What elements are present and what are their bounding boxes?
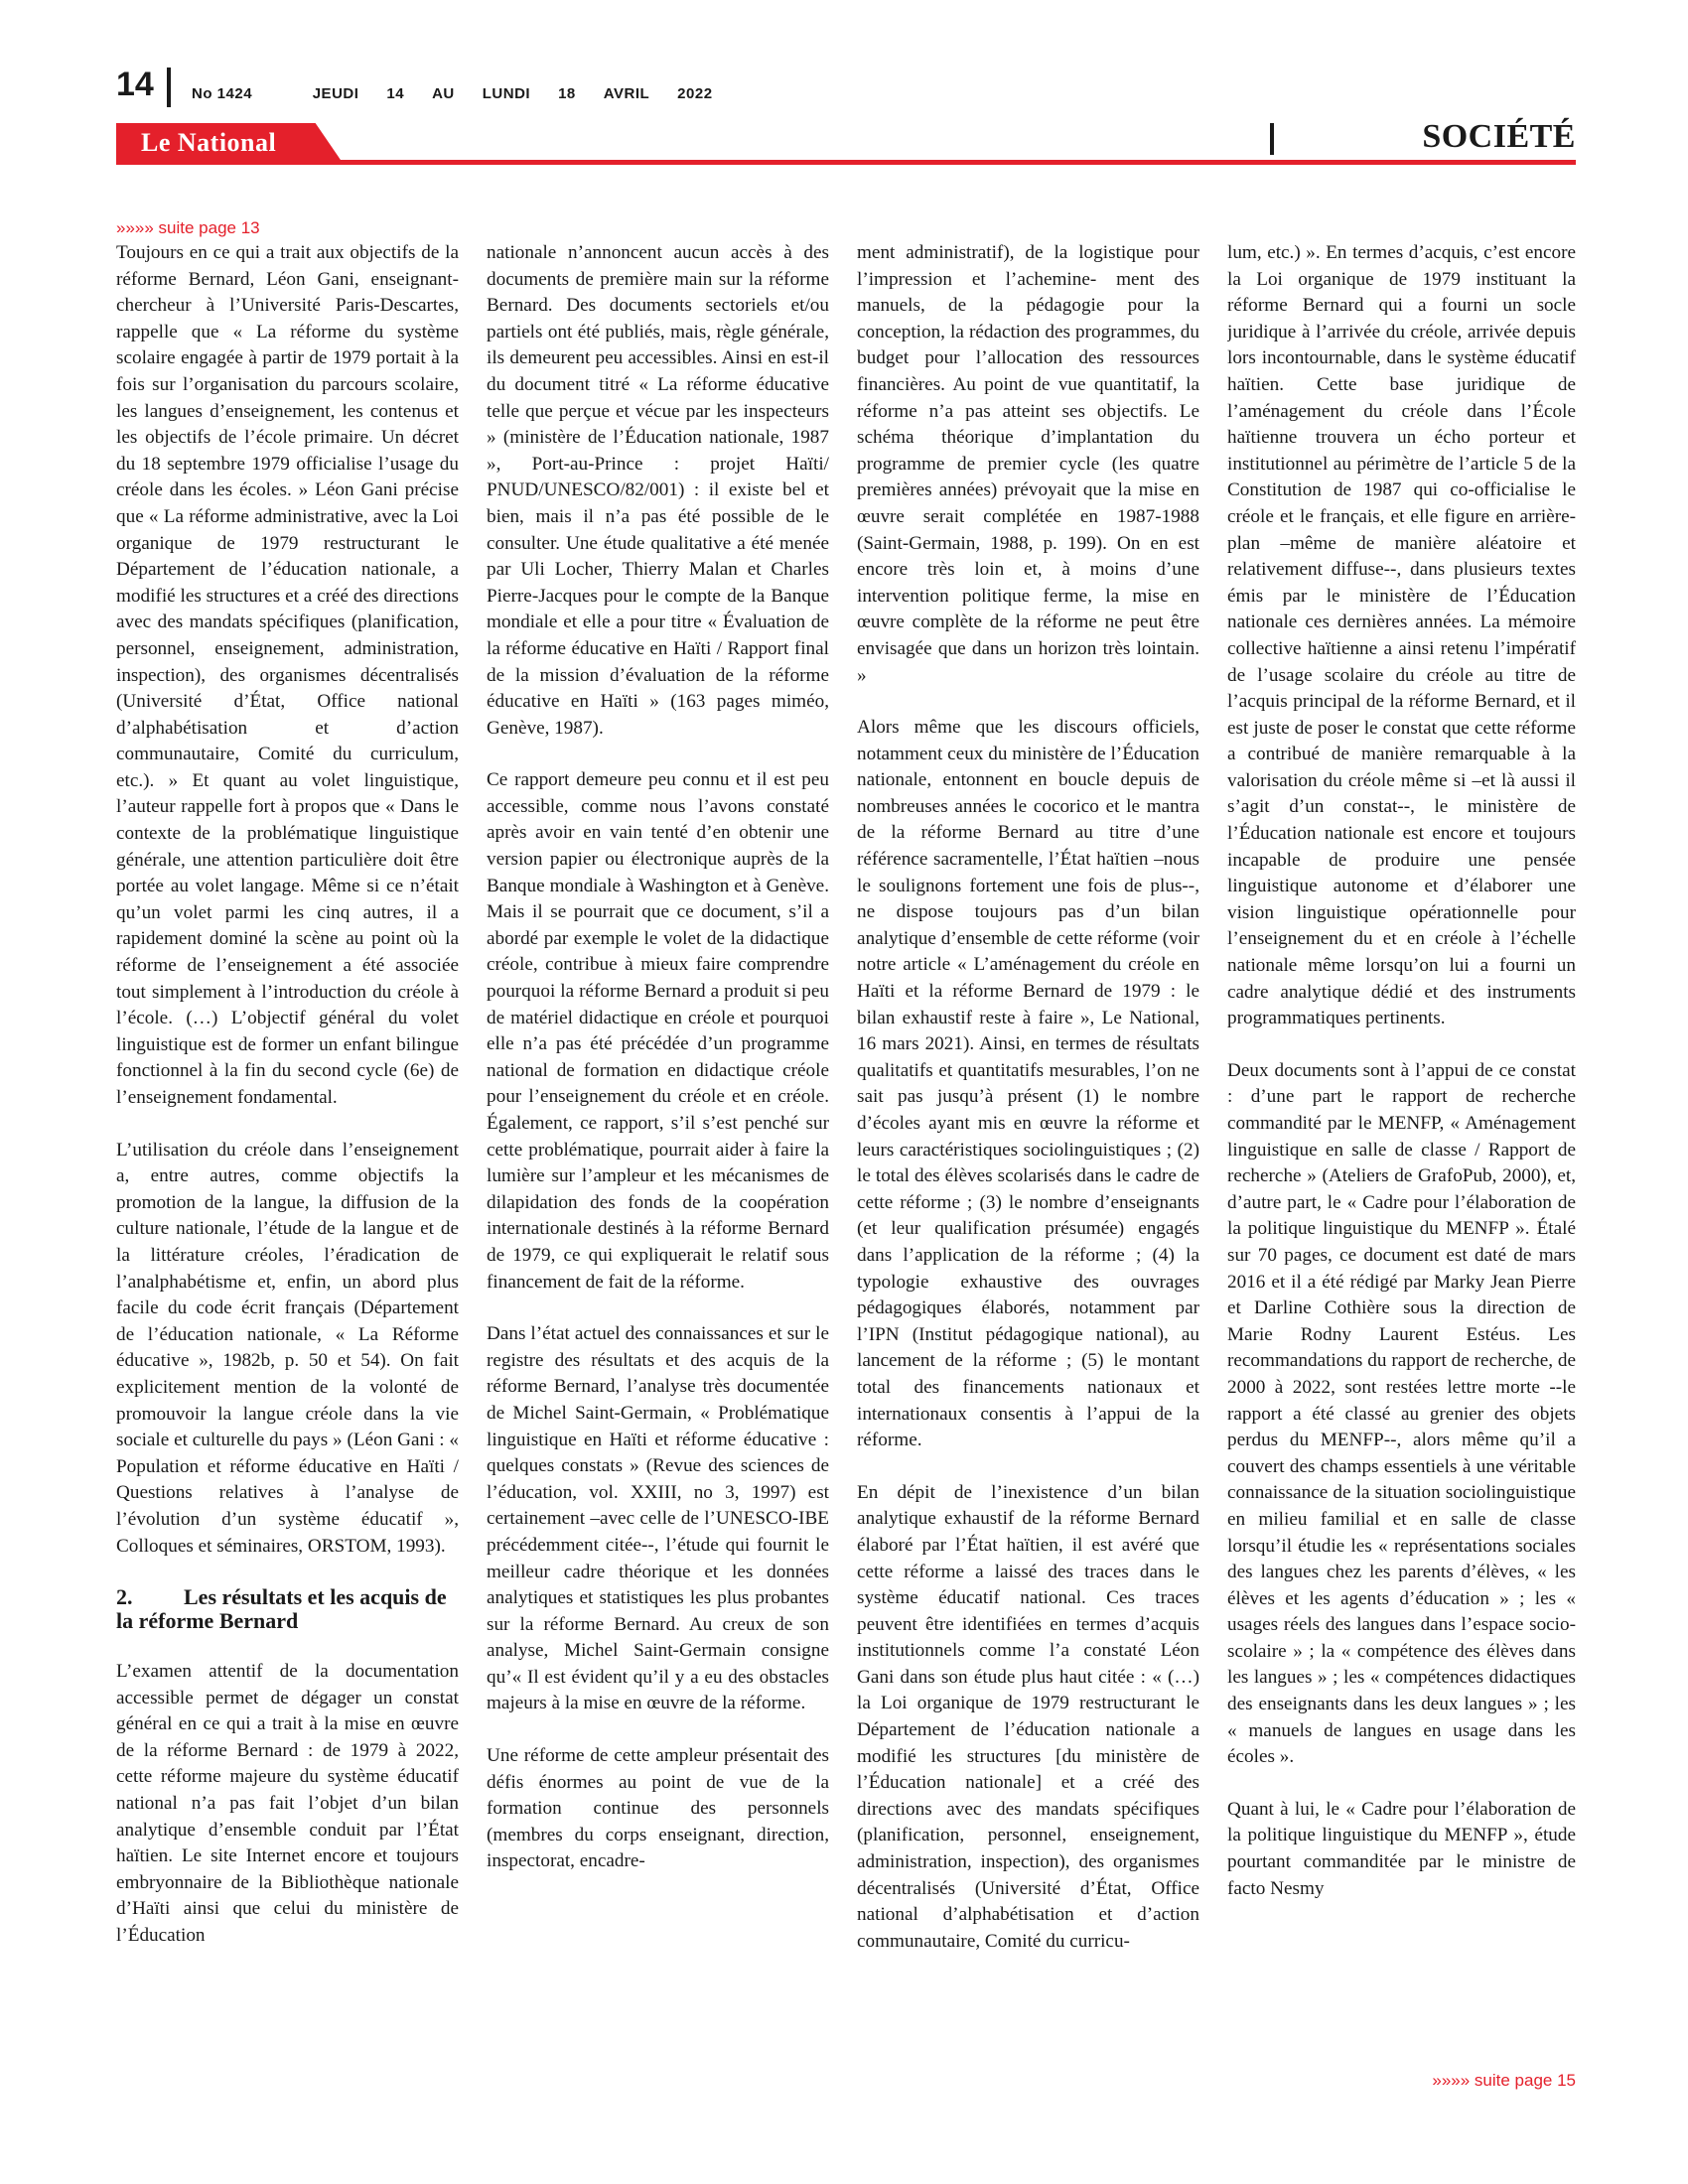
header-separator: [167, 68, 171, 107]
article-column-2: [487, 240, 829, 2087]
section-separator: [1270, 123, 1274, 155]
section-heading-number: 2.: [116, 1584, 133, 1610]
continued-on-link[interactable]: »»»» suite page 15: [1432, 2071, 1576, 2090]
article-column-3: [857, 240, 1199, 2087]
article-paragraph: Ce rapport demeure peu connu et il est peu accessible, comme nous l’avons constaté après avoir en vain tenté d’en obtenir une version papier ou électronique auprès de la Banque mondiale à Washington et à Genève. Mais il se pourrait que ce document, s’il a abordé par exemple le volet de la didactique créole, contribue à mieux faire comprendre pourquoi la réforme Bernard a produit si peu de matériel didactique en créole et pourquoi elle n’a pas été précédée d’un programme national de formation en didactique créole pour l’enseignement du créole et en créole. Également, ce rapport, s’il s’est penché sur cette problématique, pourrait aider à faire la lumière sur l’ampleur et les mécanismes de dilapidation des fonds de la coopération internationale destinés à la réforme Bernard de 1979, ce qui expliquerait le relatif sous financement de fait de la réforme.: [487, 769, 829, 1293]
date-word: 2022: [677, 85, 713, 102]
date-word: 14: [386, 85, 405, 102]
article-paragraph: Une réforme de cette ampleur présentait des défis énormes au point de vue de la formation continue des personnels (membres du corps enseignant, direction, inspectorat, encadre-: [487, 1745, 829, 1872]
article-paragraph: Toujours en ce qui a trait aux objectifs de la réforme Bernard, Léon Gani, enseignant-chercheur à l’Université Paris-Descartes, rappelle que « La réforme du système scolaire engagée à partir de 1979 portait à la fois sur l’organisation du parcours scolaire, les langues d’enseignement, les contenus et les objectifs de l’école primaire. Un décret du 18 septembre 1979 officialise l’usage du créole dans les écoles. » Léon Gani précise que « La réforme administrative, avec la Loi organique de 1979 restructurant le Département de l’éducation nationale, a modifié les structures et a créé des directions avec des mandats spécifiques (planification, personnel, enseignement, administration, inspection), des organismes décentralisés (Université d’État, Office national d’alphabétisation et d’action communautaire, Comité du curriculum, etc.). » Et quant au volet linguistique, l’auteur rappelle fort à propos que « Dans le contexte de la problématique linguistique générale, une attention particulière doit être portée au volet langage. Même si ce n’était qu’un volet parmi les cinq autres, il a rapidement dominé la scène au point où la réforme de l’enseignement a été associée tout simplement à l’introduction du créole à l’école. (…) L’objectif général du volet linguistique est de former un enfant bilingue fonctionnel à la fin du second cycle (6e) de l’enseignement fondamental.: [116, 242, 459, 1108]
article-column-1: [116, 240, 459, 2097]
date-word: 18: [558, 85, 576, 102]
date-word: LUNDI: [482, 85, 531, 102]
article-paragraph: Alors même que les discours officiels, notamment ceux du ministère de l’Éducation nationale, entonnent en boucle depuis de nombreuses années le cocorico et le mantra de la réforme Bernard au titre d’une référence sacramentelle, l’État haïtien –nous le soulignons fortement une fois de plus--, ne dispose toujours pas d’un bilan analytique d’ensemble de cette réforme (voir notre article « L’aménagement du créole en Haïti et la réforme Bernard de 1979 : le bilan exhaustif reste à faire », Le National, 16 mars 2021). Ainsi, en termes de résultats qualitatifs et quantitatifs mesurables, l’on ne sait pas jusqu’à présent (1) le nombre d’écoles ayant mis en œuvre la réforme et leurs caractéristiques sociolinguistiques ; (2) le total des élèves scolarisés dans le cadre de cette réforme ; (3) le nombre d’enseignants (et leur qualification présumée) engagés dans l’application de la réforme ; (4) la typologie exhaustive des ouvrages pédagogiques élaborés, notamment par l’IPN (Institut pédagogique national), au lancement de la réforme ; (5) le montant total des financements nationaux et internationaux consentis à l’appui de la réforme.: [857, 717, 1199, 1451]
issue-date: [313, 85, 741, 102]
newspaper-logo: Le National: [141, 128, 277, 157]
article-paragraph: Dans l’état actuel des connaissances et sur le registre des résultats et des acquis de la réforme Bernard, l’analyse très documentée de Michel Saint-Germain, « Problématique linguistique en Haïti et réforme éducative : quelques constats » (Revue des sciences de l’éducation, vol. XXIII, no 3, 1997) est certainement –avec celle de l’UNESCO-IBE précédemment citée--, l’étude qui fournit le meilleur cadre théorique et les données analytiques et statistiques les plus probantes sur la réforme Bernard. Au creux de son analyse, Michel Saint-Germain consigne qu’« Il est évident qu’il y a eu des obstacles majeurs à la mise en œuvre de la réforme.: [487, 1323, 829, 1714]
article-paragraph: L’utilisation du créole dans l’enseignement a, entre autres, comme objectifs la promotion de la langue, la diffusion de la culture nationale, l’étude de la langue et de la littérature créoles, l’éradication de l’analphabétisme et, enfin, un abord plus facile du code écrit français (Département de l’éducation nationale, « La Réforme éducative », 1982b, p. 50 et 54). On fait explicitement mention de la volonté de promouvoir la langue créole dans la vie sociale et culturelle du pays » (Léon Gani : « Population et réforme éducative en Haïti / Questions relatives à l’analyse de l’évolution d’un système éducatif », Colloques et séminaires, ORSTOM, 1993).: [116, 1139, 459, 1557]
date-word: JEUDI: [312, 85, 359, 102]
article-paragraph: Quant à lui, le « Cadre pour l’élaboration de la politique linguistique du MENFP », étude pourtant commanditée par le ministre de facto Nesmy: [1227, 1798, 1576, 1899]
article-paragraph: En dépit de l’inexistence d’un bilan analytique exhaustif de la réforme Bernard élaboré par l’État haïtien, il est avéré que cette réforme a laissé des traces dans le système éducatif national. Ces traces peuvent être identifiées en termes d’acquis institutionnels comme l’a constaté Léon Gani dans son étude plus haut citée : « (…) la Loi organique de 1979 restructurant le Département de l’éducation nationale a modifié les structures [du ministère de l’Éducation nationale] et a créé des directions avec des mandats spécifiques (planification, personnel, enseignement, administration, inspection), des organismes décentralisés (Université d’État, Office national d’alphabétisation et d’action communautaire, Comité du curricu-: [857, 1481, 1199, 1952]
article-paragraph: ment administratif), de la logistique pour l’impression et l’achemine- ment des manuels, de la pédagogie pour la conception, la rédaction des programmes, du budget pour l’allocation des ressources financières. Au point de vue quantitatif, la réforme n’a pas atteint ses objectifs. Le schéma théorique d’implantation du programme de premier cycle (les quatre premières années) prévoyait que la mise en œuvre serait complétée en 1987-1988 (Saint-Germain, 1988, p. 199). On en est encore très loin et, à moins d’une intervention politique ferme, la mise en œuvre complète de la réforme ne peut être envisagée que dans un horizon très lointain. »: [857, 242, 1199, 686]
date-word: AVRIL: [603, 85, 650, 102]
section-title: SOCIÉTÉ: [1422, 118, 1576, 155]
section-heading: [116, 1585, 459, 1633]
article-column-4: [1227, 240, 1576, 2067]
header-rule: [116, 160, 1576, 165]
issue-line: [192, 85, 741, 102]
article-paragraph: lum, etc.) ». En termes d’acquis, c’est encore la Loi organique de 1979 instituant la réforme Bernard qui a fourni un socle juridique à l’arrivée du créole, arrivée depuis lors incontournable, dans le système éducatif haïtien. Cette base juridique de l’aménagement du créole dans l’École haïtienne trouvera un écho porteur et institutionnel au périmètre de l’article 5 de la Constitution de 1987 qui co-officialise le créole et le français, et elle figure en arrière-plan –même de manière aléatoire et relativement diffuse--, dans plusieurs textes émis par le ministère de l’Éducation nationale ces dernières années. La mémoire collective haïtienne a ainsi retenu l’impératif de l’usage scolaire du créole au titre de l’acquis principal de la réforme Bernard, et il est juste de poser le constat que cette réforme a contribué de manière remarquable à la valorisation du créole même si –et là aussi il s’agit d’un constat--, le ministère de l’Éducation nationale est encore et toujours incapable de produire une pensée linguistique autonome et d’élaborer une vision linguistique opérationnelle pour l’enseignement du et en créole à l’échelle nationale même lorsqu’on lui a fourni un cadre analytique dédié et des instruments programmatiques pertinents.: [1227, 242, 1576, 1029]
continued-from-link[interactable]: »»»» suite page 13: [116, 218, 260, 237]
section-heading-text: Les résultats et les acquis de la réforme Bernard: [116, 1584, 447, 1634]
date-word: AU: [432, 85, 455, 102]
issue-number: No 1424: [192, 85, 253, 102]
article-paragraph: nationale n’annoncent aucun accès à des documents de première main sur la réforme Bernard. Des documents sectoriels et/ou partiels ont été publiés, mais, règle générale, ils demeurent peu accessibles. Ainsi en est-il du document titré « La réforme éducative telle que perçue et vécue par les inspecteurs » (ministère de l’Éducation nationale, 1987 », Port-au-Prince : projet Haïti/ PNUD/UNESCO/82/001) : il existe bel et bien, mais il n’a pas été possible de le consulter. Une étude qualitative a été menée par Uli Locher, Thierry Malan et Charles Pierre-Jacques pour le compte de la Banque mondiale et elle a pour titre « Évaluation de la réforme éducative en Haïti / Rapport final de la mission d’évaluation de la réforme éducative en Haïti » (163 pages miméo, Genève, 1987).: [487, 242, 829, 739]
article-paragraph: Deux documents sont à l’appui de ce constat : d’une part le rapport de recherche commandité par le MENFP, « Aménagement linguistique en salle de classe / Rapport de recherche » (Ateliers de GrafoPub, 2000), et, d’autre part, le « Cadre pour l’élaboration de la politique linguistique du MENFP ». Étalé sur 70 pages, ce document est daté de mars 2016 et il a été rédigé par Marky Jean Pierre et Darline Cothière sous la direction de Marie Rodny Laurent Estéus. Les recommandations du rapport de recherche, de 2000 à 2022, sont restées lettre morte --le rapport a été classé au grenier des objets perdus du MENFP--, alors même qu’il a couvert des champs essentiels à une véritable connaissance de la situation sociolinguistique en milieu familial et en salle de classe lorsqu’il étudie les « représentations sociales des langues chez les parents d’élèves, « les élèves et les agents d’éducation » ; les « usages réels des langues dans l’espace socio-scolaire » ; la « compétence des élèves dans les langues » ; les « compétences didactiques des enseignants dans les deux langues » ; les « manuels de langues en usage dans les écoles ».: [1227, 1059, 1576, 1768]
article-paragraph: L’examen attentif de la documentation accessible permet de dégager un constat général en ce qui a trait à la mise en œuvre de la réforme Bernard : de 1979 à 2022, cette réforme majeure du système éducatif national n’a pas fait l’objet d’un bilan analytique d’ensemble conduit par l’État haïtien. Le site Internet encore et toujours embryonnaire de la Bibliothèque nationale d’Haïti ainsi que celui du ministère de l’Éducation: [116, 1661, 459, 1947]
page-number: 14: [116, 66, 154, 103]
